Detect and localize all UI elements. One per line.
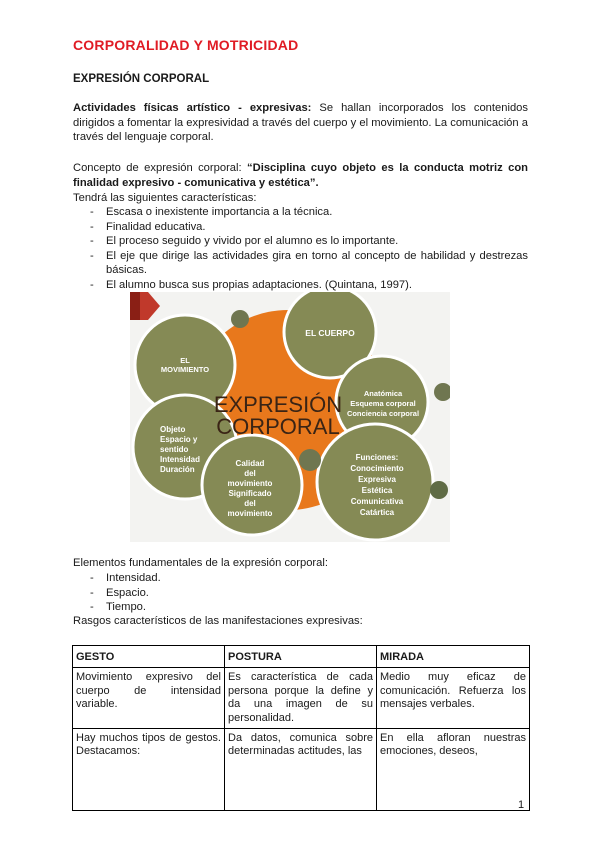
list-item: - Escasa o inexistente importancia a la técnica. — [73, 205, 528, 220]
diagram-svg — [130, 292, 450, 542]
table-cell: Medio muy eficaz de comunicación. Refuerza los mensajes verbales. — [377, 668, 530, 729]
expresion-corporal-diagram — [130, 292, 450, 542]
table-header-row — [73, 646, 530, 668]
intro-bold-term: Actividades físicas artístico - expresivas: — [73, 102, 312, 114]
concept-lead: Concepto de expresión corporal: — [73, 162, 248, 174]
decor-dot — [231, 310, 249, 328]
decor-dot — [299, 449, 321, 471]
objeto-line: Espacio y — [160, 435, 198, 444]
funciones-line: Funciones: — [355, 453, 399, 462]
cell-text: Hay muchos tipos de gestos. Destacamos: — [76, 732, 221, 757]
funciones-line: Estética — [361, 486, 393, 495]
calidad-line: Calidad — [235, 459, 265, 468]
concept-definition: “Disciplina cuyo objeto es la conducta motriz con finalidad expresivo - comunicativa y estética”. — [73, 162, 528, 189]
concept-paragraph — [73, 161, 528, 190]
objeto-line: Objeto — [160, 425, 186, 434]
list-item: - Intensidad. — [73, 571, 528, 586]
decor-dot — [430, 481, 448, 499]
table-header-postura: POSTURA — [225, 646, 377, 668]
funciones-line: Comunicativa — [350, 497, 404, 506]
list-item: - Finalidad educativa. — [73, 220, 528, 235]
calidad-line: movimiento — [227, 509, 273, 518]
cell-text: Da datos, comunica sobre determinadas actitudes, las — [228, 732, 373, 757]
table-header-mirada: MIRADA — [377, 646, 530, 668]
table-header-gesto: GESTO — [73, 646, 225, 668]
calidad-line: del — [244, 469, 256, 478]
objeto-line: Intensidad — [160, 455, 201, 464]
table-cell: Movimiento expresivo del cuerpo de intensidad variable. — [73, 668, 225, 729]
list-item: - Tiempo. — [73, 600, 528, 615]
page-number: 1 — [518, 799, 525, 811]
calidad-line: del — [244, 499, 256, 508]
table-cell — [225, 729, 377, 811]
elements-intro: Elementos fundamentales de la expresión corporal: — [73, 557, 328, 569]
objeto-line: Duración — [160, 465, 195, 474]
calidad-line: Significado — [228, 489, 272, 498]
funciones-line: Expresiva — [358, 475, 396, 484]
table-cell: Es característica de cada persona porque la define y da una imagen de su personalidad. — [225, 668, 377, 729]
characteristics-intro: Tendrá las siguientes características: — [73, 192, 257, 204]
objeto-line: sentido — [160, 445, 189, 454]
traits-table — [72, 645, 530, 811]
intro-paragraph — [73, 101, 528, 145]
cuerpo-label: EL CUERPO — [305, 328, 355, 338]
cell-text: En ella afloran nuestras emociones, deseos, — [380, 732, 526, 757]
section-heading: EXPRESIÓN CORPORAL — [73, 73, 210, 85]
center-title-line2: CORPORAL — [216, 414, 340, 439]
document-title: CORPORALIDAD Y MOTRICIDAD — [73, 37, 299, 53]
table-row — [73, 729, 530, 811]
movimiento-label-line2: MOVIMIENTO — [160, 365, 210, 374]
traits-intro: Rasgos característicos de las manifestaciones expresivas: — [73, 615, 363, 627]
table-cell — [73, 729, 225, 811]
center-title-line1: EXPRESIÓN — [213, 392, 343, 417]
elements-list — [73, 571, 528, 615]
intro-text: Se hallan incorporados los contenidos dirigidos a fomentar la expresividad a través del cuerpo y el movimiento. La comunicación a través del lenguaje corporal. — [73, 102, 528, 144]
table-cell — [377, 729, 530, 811]
list-item: - El proceso seguido y vivido por el alumno es lo importante. — [73, 234, 528, 249]
list-item: - Espacio. — [73, 586, 528, 601]
anatomica-line: Anatómica — [363, 389, 403, 398]
funciones-line: Conocimiento — [350, 464, 404, 473]
movimiento-label-line1: EL — [180, 356, 190, 365]
anatomica-line: Conciencia corporal — [346, 409, 420, 418]
calidad-line: movimiento — [227, 479, 273, 488]
anatomica-line: Esquema corporal — [350, 399, 416, 408]
list-item: - El alumno busca sus propias adaptaciones. (Quintana, 1997). — [73, 278, 528, 293]
list-item: - El eje que dirige las actividades gira en torno al concepto de habilidad y destrezas básicas. — [73, 249, 528, 278]
table-row — [73, 668, 530, 729]
characteristics-list — [73, 205, 528, 293]
funciones-line: Catártica — [359, 508, 395, 517]
ribbon-accent-dark — [130, 292, 140, 320]
